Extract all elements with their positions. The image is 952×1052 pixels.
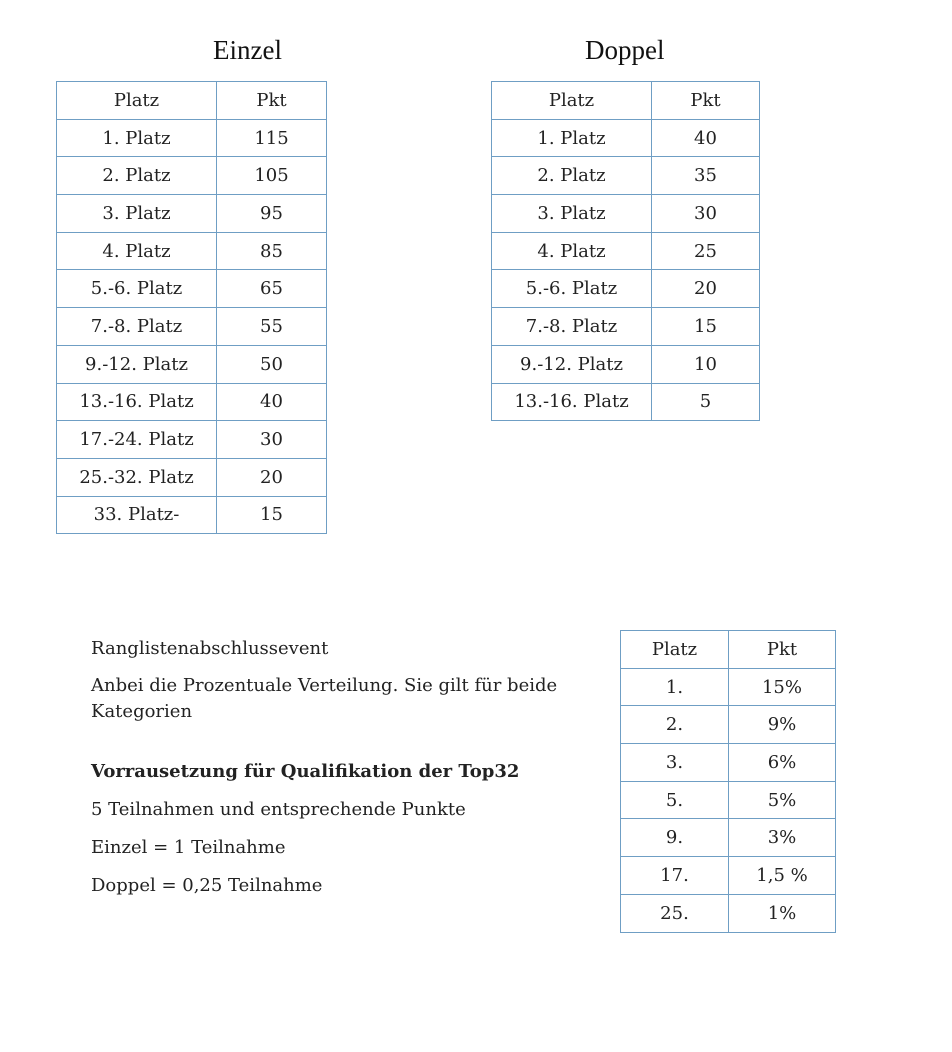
rank-cell: 9.: [621, 819, 729, 857]
table-row: [492, 232, 760, 270]
rank-cell: 9.-12. Platz: [57, 345, 217, 383]
points-cell: 15%: [729, 668, 836, 706]
table-row: [492, 308, 760, 346]
points-cell: 9%: [729, 706, 836, 744]
table-row: [492, 270, 760, 308]
points-cell: 65: [217, 270, 327, 308]
table-row: [57, 421, 327, 459]
rank-cell: 17.-24. Platz: [57, 421, 217, 459]
einzel-points-table: [56, 81, 327, 534]
rank-cell: 2.: [621, 706, 729, 744]
points-cell: 6%: [729, 744, 836, 782]
points-cell: 1%: [729, 894, 836, 932]
points-cell: 115: [217, 119, 327, 157]
points-cell: 95: [217, 195, 327, 233]
column-header-platz: Platz: [492, 82, 652, 120]
doppel-rule: Doppel = 0,25 Teilnahme: [91, 875, 323, 896]
rank-cell: 2. Platz: [492, 157, 652, 195]
rank-cell: 3.: [621, 744, 729, 782]
table-row: [621, 781, 836, 819]
table-row: [57, 345, 327, 383]
rank-cell: 4. Platz: [57, 232, 217, 270]
points-cell: 5%: [729, 781, 836, 819]
table-row: [57, 496, 327, 534]
column-header-platz: Platz: [57, 82, 217, 120]
rank-cell: 7.-8. Platz: [492, 308, 652, 346]
points-cell: 3%: [729, 819, 836, 857]
table-header-row: [492, 82, 760, 120]
points-cell: 35: [652, 157, 760, 195]
doppel-title: Doppel: [585, 35, 665, 65]
table-row: [57, 458, 327, 496]
points-cell: 20: [217, 458, 327, 496]
einzel-title: Einzel: [213, 35, 282, 65]
table-row: [57, 157, 327, 195]
table-row: [492, 383, 760, 421]
table-row: [492, 345, 760, 383]
rank-cell: 25.: [621, 894, 729, 932]
rank-cell: 1. Platz: [57, 119, 217, 157]
distribution-description: Anbei die Prozentuale Verteilung. Sie gilt für beide Kategorien: [91, 675, 558, 722]
points-cell: 10: [652, 345, 760, 383]
points-cell: 30: [217, 421, 327, 459]
doppel-points-table: [491, 81, 760, 421]
points-cell: 55: [217, 308, 327, 346]
rank-cell: 1.: [621, 668, 729, 706]
table-row: [57, 270, 327, 308]
points-cell: 5: [652, 383, 760, 421]
rank-cell: 17.: [621, 857, 729, 895]
rank-cell: 5.: [621, 781, 729, 819]
column-header-pkt: Pkt: [217, 82, 327, 120]
points-cell: 15: [652, 308, 760, 346]
table-row: [492, 119, 760, 157]
column-header-platz: Platz: [621, 631, 729, 669]
points-cell: 20: [652, 270, 760, 308]
points-cell: 40: [652, 119, 760, 157]
table-row: [621, 819, 836, 857]
rank-cell: 7.-8. Platz: [57, 308, 217, 346]
requirement-text: 5 Teilnahmen und entsprechende Punkte: [91, 799, 466, 820]
points-cell: 30: [652, 195, 760, 233]
table-row: [621, 857, 836, 895]
rank-cell: 3. Platz: [492, 195, 652, 233]
rank-cell: 33. Platz-: [57, 496, 217, 534]
rank-cell: 5.-6. Platz: [57, 270, 217, 308]
rank-cell: 3. Platz: [57, 195, 217, 233]
info-text: [91, 636, 581, 899]
table-row: [57, 308, 327, 346]
points-cell: 40: [217, 383, 327, 421]
rank-cell: 5.-6. Platz: [492, 270, 652, 308]
rank-cell: 25.-32. Platz: [57, 458, 217, 496]
table-row: [621, 668, 836, 706]
table-row: [621, 744, 836, 782]
table-header-row: [57, 82, 327, 120]
points-cell: 105: [217, 157, 327, 195]
column-header-pkt: Pkt: [652, 82, 760, 120]
points-cell: 50: [217, 345, 327, 383]
points-cell: 85: [217, 232, 327, 270]
rank-cell: 13.-16. Platz: [492, 383, 652, 421]
rank-cell: 13.-16. Platz: [57, 383, 217, 421]
table-row: [57, 383, 327, 421]
rank-cell: 4. Platz: [492, 232, 652, 270]
event-title: Ranglistenabschlussevent: [91, 638, 329, 659]
table-row: [57, 232, 327, 270]
final-event-percentage-table: [620, 630, 836, 933]
table-row: [492, 157, 760, 195]
table-row: [57, 119, 327, 157]
einzel-rule: Einzel = 1 Teilnahme: [91, 837, 286, 858]
points-cell: 1,5 %: [729, 857, 836, 895]
table-row: [57, 195, 327, 233]
table-row: [621, 894, 836, 932]
points-cell: 15: [217, 496, 327, 534]
table-header-row: [621, 631, 836, 669]
points-cell: 25: [652, 232, 760, 270]
column-header-pkt: Pkt: [729, 631, 836, 669]
table-row: [621, 706, 836, 744]
rank-cell: 9.-12. Platz: [492, 345, 652, 383]
qualification-heading: Vorrausetzung für Qualifikation der Top32: [91, 761, 520, 782]
rank-cell: 2. Platz: [57, 157, 217, 195]
rank-cell: 1. Platz: [492, 119, 652, 157]
table-row: [492, 195, 760, 233]
